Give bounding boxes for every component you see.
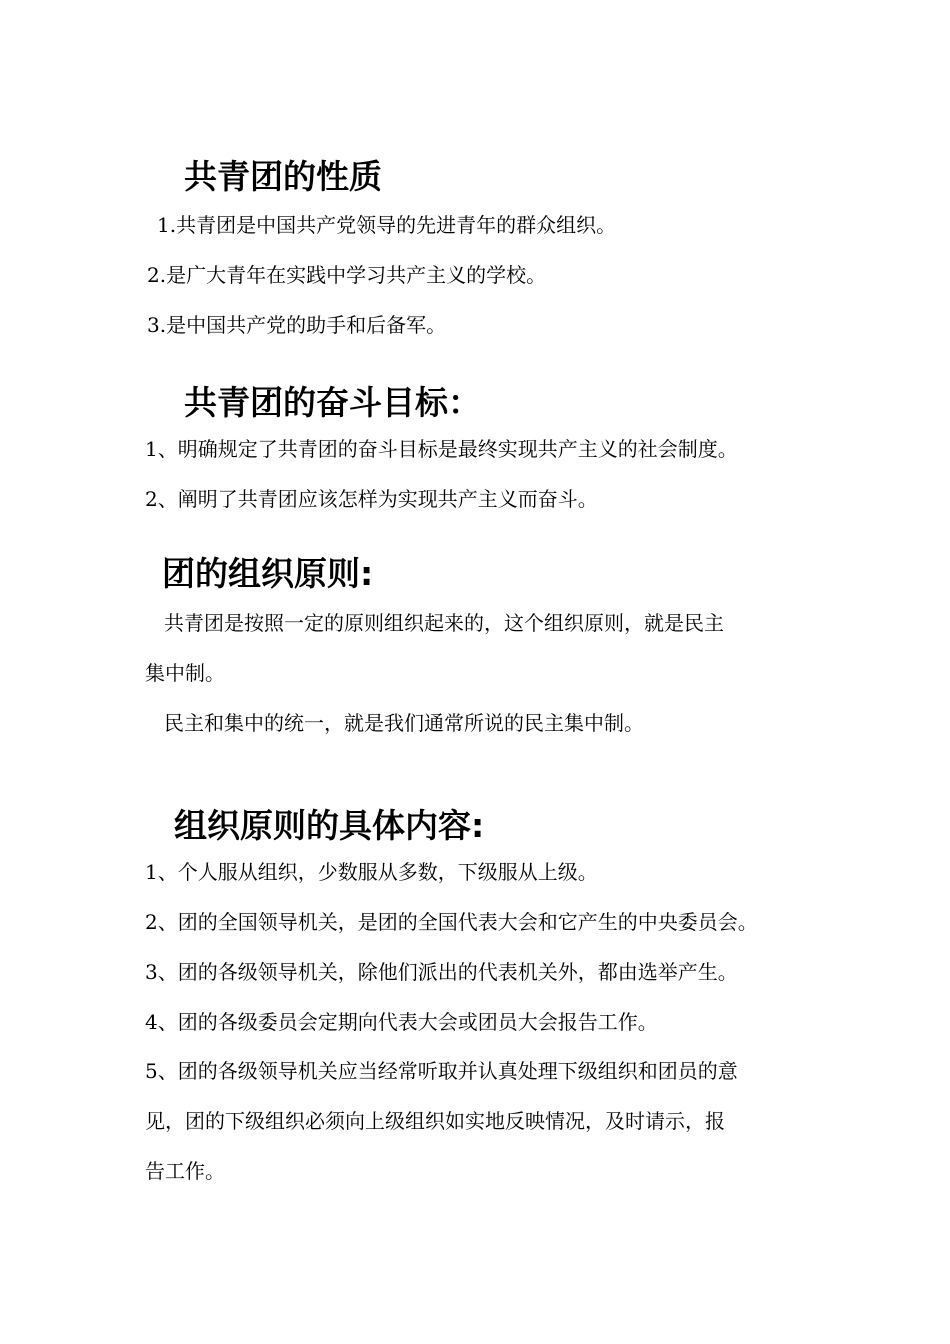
contents-item-5-line-2: 见，团的下级组织必须向上级组织如实地反映情况，及时请示，报 (145, 1109, 725, 1133)
contents-item-4: 4、团的各级委员会定期向代表大会或团员大会报告工作。 (145, 1010, 658, 1034)
contents-item-1: 1、个人服从组织，少数服从多数，下级服从上级。 (145, 860, 598, 884)
section-heading-contents: 组织原则的具体内容: (174, 806, 485, 845)
principle-para-1-line-1: 共青团是按照一定的原则组织起来的，这个组织原则，就是民主 (164, 611, 724, 635)
contents-item-2: 2、团的全国领导机关，是团的全国代表大会和它产生的中央委员会。 (145, 910, 758, 934)
section-heading-principle: 团的组织原则: (162, 554, 374, 593)
nature-item-3: 3.是中国共产党的助手和后备军。 (147, 313, 447, 337)
goal-item-2: 2、阐明了共青团应该怎样为实现共产主义而奋斗。 (145, 487, 598, 511)
nature-item-1: 1.共青团是中国共产党领导的先进青年的群众组织。 (157, 213, 617, 237)
principle-para-1-line-2: 集中制。 (145, 661, 225, 685)
goal-item-1: 1、明确规定了共青团的奋斗目标是最终实现共产主义的社会制度。 (145, 437, 738, 461)
contents-item-3: 3、团的各级领导机关，除他们派出的代表机关外，都由选举产生。 (145, 960, 738, 984)
nature-item-2: 2.是广大青年在实践中学习共产主义的学校。 (147, 263, 547, 287)
contents-item-5-line-3: 告工作。 (145, 1159, 225, 1183)
principle-para-2: 民主和集中的统一，就是我们通常所说的民主集中制。 (164, 711, 644, 735)
section-heading-nature: 共青团的性质 (184, 157, 382, 196)
section-heading-goal: 共青团的奋斗目标： (184, 383, 481, 422)
contents-item-5-line-1: 5、团的各级领导机关应当经常听取并认真处理下级组织和团员的意 (145, 1059, 738, 1083)
